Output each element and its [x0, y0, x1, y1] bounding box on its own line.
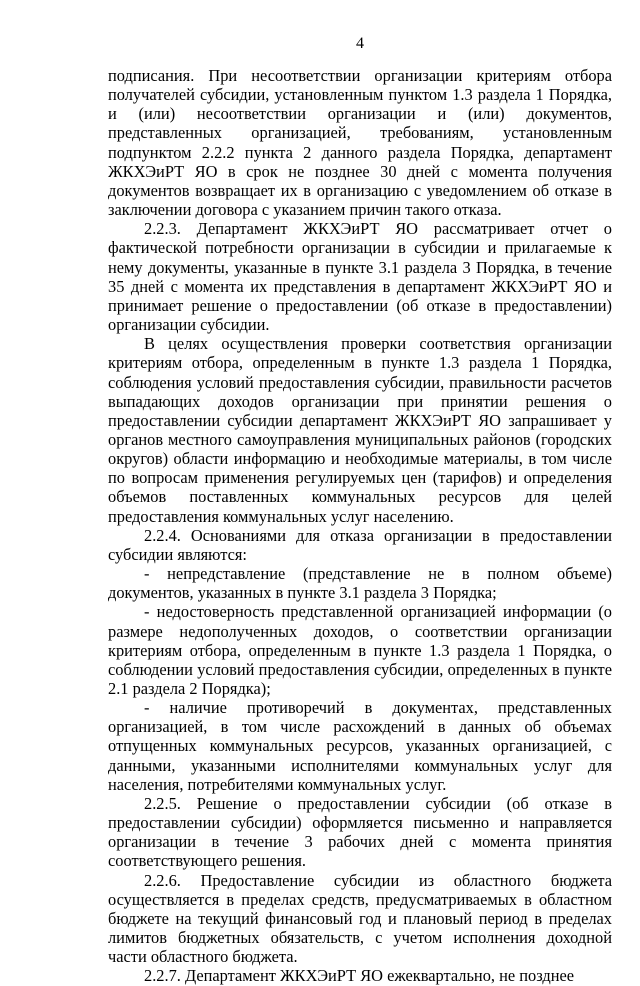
list-item-unreliability: - недостоверность представленной организацией информации (о размере недополученных доходов, о соответствии организации критериям отбора, определенным в пункте 1.3 раздела 1 Порядка, о соблюдении условий предоставления субсидии, определенных в пункте 2.1 раздела 2 Порядка); [108, 602, 612, 698]
list-item-nonsubmission: - непредставление (представление не в полном объеме) документов, указанных в пункте 3.1 раздела 3 Порядка; [108, 564, 612, 603]
paragraph-2-2-7: 2.2.7. Департамент ЖКХЭиРТ ЯО ежеквартально, не позднее [144, 966, 575, 986]
paragraph-continuation: подписания. При несоответствии организации критериям отбора получателей субсидии, установленным пунктом 1.3 раздела 1 Порядка, и (или) несоответствии организации и (или) документов, представленных организацией, требованиям, установленным подпунктом 2.2.2 пункта 2 данного раздела Порядка, департамент ЖКХЭиРТ ЯО в срок не позднее 30 дней с момента получения документов возвращает их в организацию с уведомлением об отказе в заключении договора с указанием причин такого отказа. [108, 66, 612, 220]
page-number: 4 [356, 35, 364, 52]
document-page [108, 34, 612, 986]
paragraph-verification: В целях осуществления проверки соответствия организации критериям отбора, определенным в пункте 1.3 раздела 1 Порядка, соблюдения условий предоставления субсидии, правильности расчетов выпадающих доходов организации при принятии решения о предоставлении субсидии департамент ЖКХЭиРТ ЯО запрашивает у органов местного самоуправления муниципальных районов (городских округов) области информацию и необходимые материалы, в том числе по вопросам применения регулируемых цен (тарифов) и определения объемов поставленных коммунальных ресурсов для целей предоставления коммунальных услуг населению. [108, 334, 612, 526]
paragraph-2-2-5: 2.2.5. Решение о предоставлении субсидии (об отказе в предоставлении субсидии) оформляется письменно и направляется организации в течение 3 рабочих дней с момента принятия соответствующего решения. [108, 793, 612, 871]
list-item-contradictions: - наличие противоречий в документах, представленных организацией, в том числе расхождений в данных об объемах отпущенных коммунальных ресурсов, указанных организацией, с данными, указанными исполнителями коммунальных услуг для населения, потребителями коммунальных услуг. [108, 698, 612, 794]
paragraph-2-2-3: 2.2.3. Департамент ЖКХЭиРТ ЯО рассматривает отчет о фактической потребности организации в субсидии и прилагаемые к нему документы, указанные в пункте 3.1 раздела 3 Порядка, в течение 35 дней с момента их представления в департамент ЖКХЭиРТ ЯО и принимает решение о предоставлении (об отказе в предоставлении) организации субсидии. [108, 219, 612, 335]
paragraph-2-2-4: 2.2.4. Основаниями для отказа организации в предоставлении субсидии являются: [108, 525, 612, 564]
paragraph-2-2-6: 2.2.6. Предоставление субсидии из областного бюджета осуществляется в пределах средств, предусматриваемых в областном бюджете на текущий финансовый год и плановый период в пределах лимитов бюджетных обязательств, с учетом исполнения доходной части областного бюджета. [108, 870, 612, 967]
